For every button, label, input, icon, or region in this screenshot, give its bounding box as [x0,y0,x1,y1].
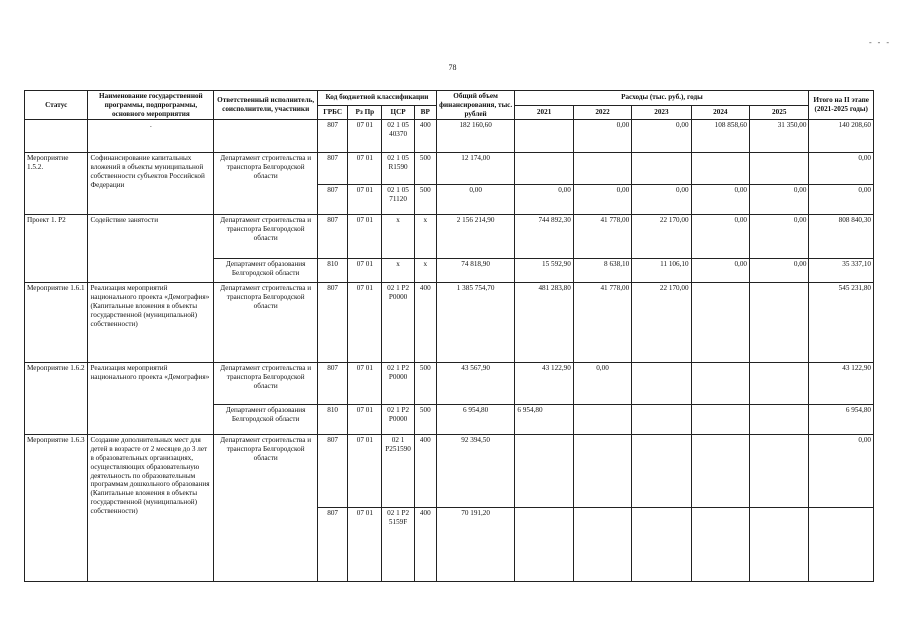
cell-2021 [515,435,573,508]
cell-2024 [691,153,749,185]
cell-2021: 6 954,80 [515,405,573,435]
cell-vr: 400 [414,283,436,363]
cell-rz: 07 01 [348,435,382,508]
cell-2021 [515,153,573,185]
header-grbs: ГРБС [318,105,348,120]
header-stage-total: Итого на II этапе (2021-2025 годы) [809,91,874,120]
cell-2023: 11 106,10 [632,259,691,283]
cell-csr: 02 1 Р2 5159F [382,508,414,582]
cell-responsible: Департамент строительства и транспорта Белгородской области [214,215,318,259]
cell-responsible: Департамент строительства и транспорта Белгородской области [214,363,318,405]
cell-2024: 108 858,60 [691,120,749,153]
cell-vr: 500 [414,153,436,185]
cell-2023: 0,00 [632,185,691,215]
cell-stage: 0,00 [809,185,874,215]
cell-2022 [573,508,631,582]
table-row [25,120,874,153]
cell-2022 [573,153,631,185]
cell-2023: 22 170,00 [632,215,691,259]
cell-rz: 07 01 [348,120,382,153]
cell-csr: 02 1 Р251590 [382,435,414,508]
cell-stage: 6 954,80 [809,405,874,435]
header-2023: 2023 [632,105,691,120]
cell-grbs: 810 [318,259,348,283]
cell-name: Реализация мероприятий национального проекта «Демография» [88,363,214,435]
header-name: Наименование государственной программы, подпрограммы, основного мероприятия [88,91,214,120]
cell-status: Мероприятие 1.6.3 [25,435,88,582]
cell-grbs: 807 [318,215,348,259]
cell-stage: 0,00 [809,435,874,508]
cell-name: Софинансирование капитальных вложений в объекты муниципальной собственности субъектов Российской Федерации [88,153,214,215]
cell-rz: 07 01 [348,215,382,259]
table-row [25,363,874,405]
cell-total: 92 394,50 [436,435,515,508]
cell-rz: 07 01 [348,283,382,363]
cell-csr: 02 1 05 R1590 [382,153,414,185]
cell-2022: 0,00 [573,120,631,153]
cell-total: 74 818,90 [436,259,515,283]
cell-grbs: 807 [318,283,348,363]
cell-status: Мероприятие 1.6.1 [25,283,88,363]
page-number: 78 [448,63,457,72]
cell-total: 182 160,60 [436,120,515,153]
cell-2024: 0,00 [691,259,749,283]
cell-rz: 07 01 [348,363,382,405]
cell-grbs: 807 [318,435,348,508]
cell-2023: 22 170,00 [632,283,691,363]
cell-status: Мероприятие 1.6.2 [25,363,88,435]
table-row [25,153,874,185]
cell-2021: 0,00 [515,185,573,215]
cell-2022: 41 778,00 [573,215,631,259]
cell-2021: 481 283,80 [515,283,573,363]
cell-grbs: 807 [318,185,348,215]
cell-2023: 0,00 [632,120,691,153]
table-row [25,283,874,363]
cell-stage: 140 208,60 [809,120,874,153]
header-2025: 2025 [750,105,809,120]
cell-grbs: 807 [318,120,348,153]
table-row [25,215,874,259]
cell-total: 70 191,20 [436,508,515,582]
cell-stage: 35 337,10 [809,259,874,283]
cell-2021: 43 122,90 [515,363,573,405]
cell-vr: 400 [414,508,436,582]
cell-rz: 07 01 [348,259,382,283]
cell-2023 [632,435,691,508]
cell-vr: 500 [414,405,436,435]
cell-2023 [632,405,691,435]
cell-2022: 0,00 [573,185,631,215]
header-status: Статус [25,91,88,120]
cell-grbs: 807 [318,153,348,185]
cell-2024: 0,00 [691,185,749,215]
cell-2025 [750,435,809,508]
cell-total: 0,00 [436,185,515,215]
cell-csr: x [382,259,414,283]
header-row [25,91,874,106]
corner-mark: - - - [869,38,891,47]
cell-grbs: 807 [318,508,348,582]
cell-2023 [632,153,691,185]
cell-rz: 07 01 [348,508,382,582]
cell-2024 [691,435,749,508]
cell-vr: 500 [414,363,436,405]
cell-csr: 02 1 05 40370 [382,120,414,153]
header-2022: 2022 [573,105,631,120]
cell-responsible [214,120,318,153]
cell-responsible: Департамент строительства и транспорта Белгородской области [214,283,318,363]
cell-2023 [632,508,691,582]
header-csr: ЦСР [382,105,414,120]
cell-grbs: 810 [318,405,348,435]
cell-rz: 07 01 [348,405,382,435]
header-vr: ВР [414,105,436,120]
cell-2025: 0,00 [750,215,809,259]
cell-stage: 0,00 [809,153,874,185]
cell-2025 [750,363,809,405]
budget-table [24,90,874,582]
cell-2025: 0,00 [750,259,809,283]
cell-total: 1 385 754,70 [436,283,515,363]
cell-2025 [750,283,809,363]
cell-2024 [691,405,749,435]
cell-2024 [691,363,749,405]
header-responsible: Ответственный исполнитель, соисполнители, участники [214,91,318,120]
cell-2025 [750,405,809,435]
cell-csr: x [382,215,414,259]
cell-2024 [691,283,749,363]
header-rz-pr: Рз Пр [348,105,382,120]
cell-status: Мероприятие 1.5.2. [25,153,88,215]
cell-total: 43 567,90 [436,363,515,405]
header-expenses: Расходы (тыс. руб.), годы [515,91,809,106]
cell-total: 6 954,80 [436,405,515,435]
cell-csr: 02 1 Р2 Р0000 [382,363,414,405]
cell-2025: 0,00 [750,185,809,215]
cell-2022 [573,435,631,508]
cell-2022: 41 778,00 [573,283,631,363]
cell-name: Содействие занятости [88,215,214,283]
cell-stage: 545 231,80 [809,283,874,363]
cell-2022 [573,405,631,435]
cell-name: Создание дополнительных мест для детей в возрасте от 2 месяцев до 3 лет в образовательных организациях, осуществляющих образовательную деятельность по образовательным программам дошкольного образования (Капитальные вложения в объекты государственной (муниципальной) собственности) [88,435,214,582]
cell-2023 [632,363,691,405]
cell-stage: 43 122,90 [809,363,874,405]
cell-csr: 02 1 Р2 Р0000 [382,283,414,363]
cell-2022: 0,00 [573,363,631,405]
header-total: Общий объем финансирования, тыс. рублей [436,91,515,120]
cell-total: 12 174,00 [436,153,515,185]
cell-name: . [88,120,214,153]
cell-2025: 31 350,00 [750,120,809,153]
cell-2025 [750,153,809,185]
cell-2021: 15 592,90 [515,259,573,283]
header-2024: 2024 [691,105,749,120]
cell-stage: 808 840,30 [809,215,874,259]
table-row [25,435,874,508]
cell-2024 [691,508,749,582]
cell-stage [809,508,874,582]
cell-responsible: Департамент строительства и транспорта Белгородской области [214,153,318,215]
cell-responsible: Департамент образования Белгородской области [214,259,318,283]
cell-responsible: Департамент образования Белгородской области [214,405,318,435]
cell-grbs: 807 [318,363,348,405]
cell-total: 2 156 214,90 [436,215,515,259]
cell-status [25,120,88,153]
header-budget-code: Код бюджетной классификации [318,91,437,106]
cell-vr: 400 [414,435,436,508]
cell-2021: 744 892,30 [515,215,573,259]
cell-rz: 07 01 [348,153,382,185]
cell-rz: 07 01 [348,185,382,215]
cell-csr: 02 1 05 71120 [382,185,414,215]
cell-responsible: Департамент строительства и транспорта Белгородской области [214,435,318,582]
cell-2021 [515,508,573,582]
cell-2021 [515,120,573,153]
cell-vr: 500 [414,185,436,215]
cell-name: Реализация мероприятий национального проекта «Демография» (Капитальные вложения в объекты государственной (муниципальной) собственности) [88,283,214,363]
header-2021: 2021 [515,105,573,120]
cell-csr: 02 1 Р2 Р0000 [382,405,414,435]
cell-2022: 8 638,10 [573,259,631,283]
cell-status: Проект 1. Р2 [25,215,88,283]
cell-vr: x [414,215,436,259]
cell-2024: 0,00 [691,215,749,259]
cell-vr: 400 [414,120,436,153]
cell-vr: x [414,259,436,283]
cell-2025 [750,508,809,582]
